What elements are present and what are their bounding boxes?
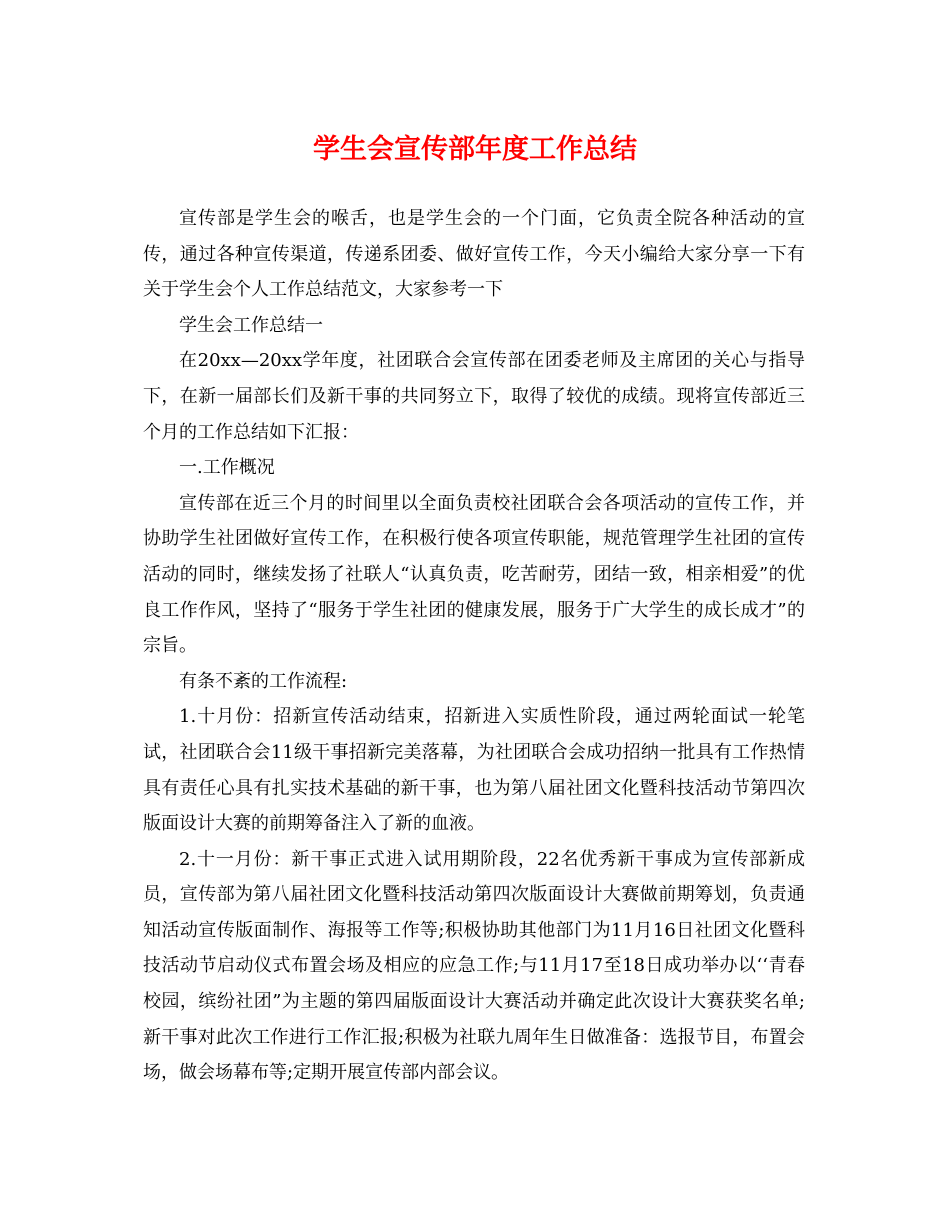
paragraph-workflow-heading: 有条不紊的工作流程: <box>179 670 348 692</box>
paragraph-intro: 宣传部是学生会的喉舌，也是学生会的一个门面，它负责全院各种活动的宣传，通过各种宣传渠道，传递系团委、做好宣传工作，今天小编给大家分享一下有关于学生会个人工作总结范文，大家参考一下 <box>143 208 805 301</box>
paragraph-november: 2.十一月份：新干事正式进入试用期阶段，22名优秀新干事成为宣传部新成员，宣传部为第八届社团文化暨科技活动第四次版面设计大赛做前期筹划，负责通知活动宣传版面制作、海报等工作等;积极协助其他部门为11月16日社团文化暨科技活动节启动仪式布置会场及相应的应急工作;与11月17至18日成功举办以‘‘青春校园，缤纷社团”为主题的第四届版面设计大赛活动并确定此次设计大赛获奖名单;新干事对此次工作进行工作汇报;积极为社联九周年生日做准备：选报节目，布置会场，做会场幕布等;定期开展宣传部内部会议。 <box>143 848 805 1084</box>
document-title: 学生会宣传部年度工作总结 <box>313 134 637 165</box>
paragraph-work-summary: 宣传部在近三个月的时间里以全面负责校社团联合会各项活动的宣传工作，并协助学生社团做好宣传工作，在积极行使各项宣传职能，规范管理学生社团的宣传活动的同时，继续发扬了社联人“认真负责，吃苦耐劳，团结一致，相亲相爱”的优良工作作风，坚持了“服务于学生社团的健康发展，服务于广大学生的成长成才”的宗旨。 <box>143 492 805 657</box>
paragraph-heading-summary-one: 学生会工作总结一 <box>179 314 323 336</box>
document-body <box>143 201 805 1091</box>
paragraph-section-heading: 一.工作概况 <box>179 457 275 479</box>
paragraph-october: 1.十月份：招新宣传活动结束，招新进入实质性阶段，通过两轮面试一轮笔试，社团联合会11级干事招新完美落幕，为社团联合会成功招纳一批具有工作热情具有责任心具有扎实技术基础的新干事，也为第八届社团文化暨科技活动节第四次版面设计大赛的前期筹备注入了新的血液。 <box>143 706 805 835</box>
paragraph-overview: 在20xx—20xx学年度，社团联合会宣传部在团委老师及主席团的关心与指导下，在新一届部长们及新干事的共同努立下，取得了较优的成绩。现将宣传部近三个月的工作总结如下汇报： <box>143 350 805 443</box>
